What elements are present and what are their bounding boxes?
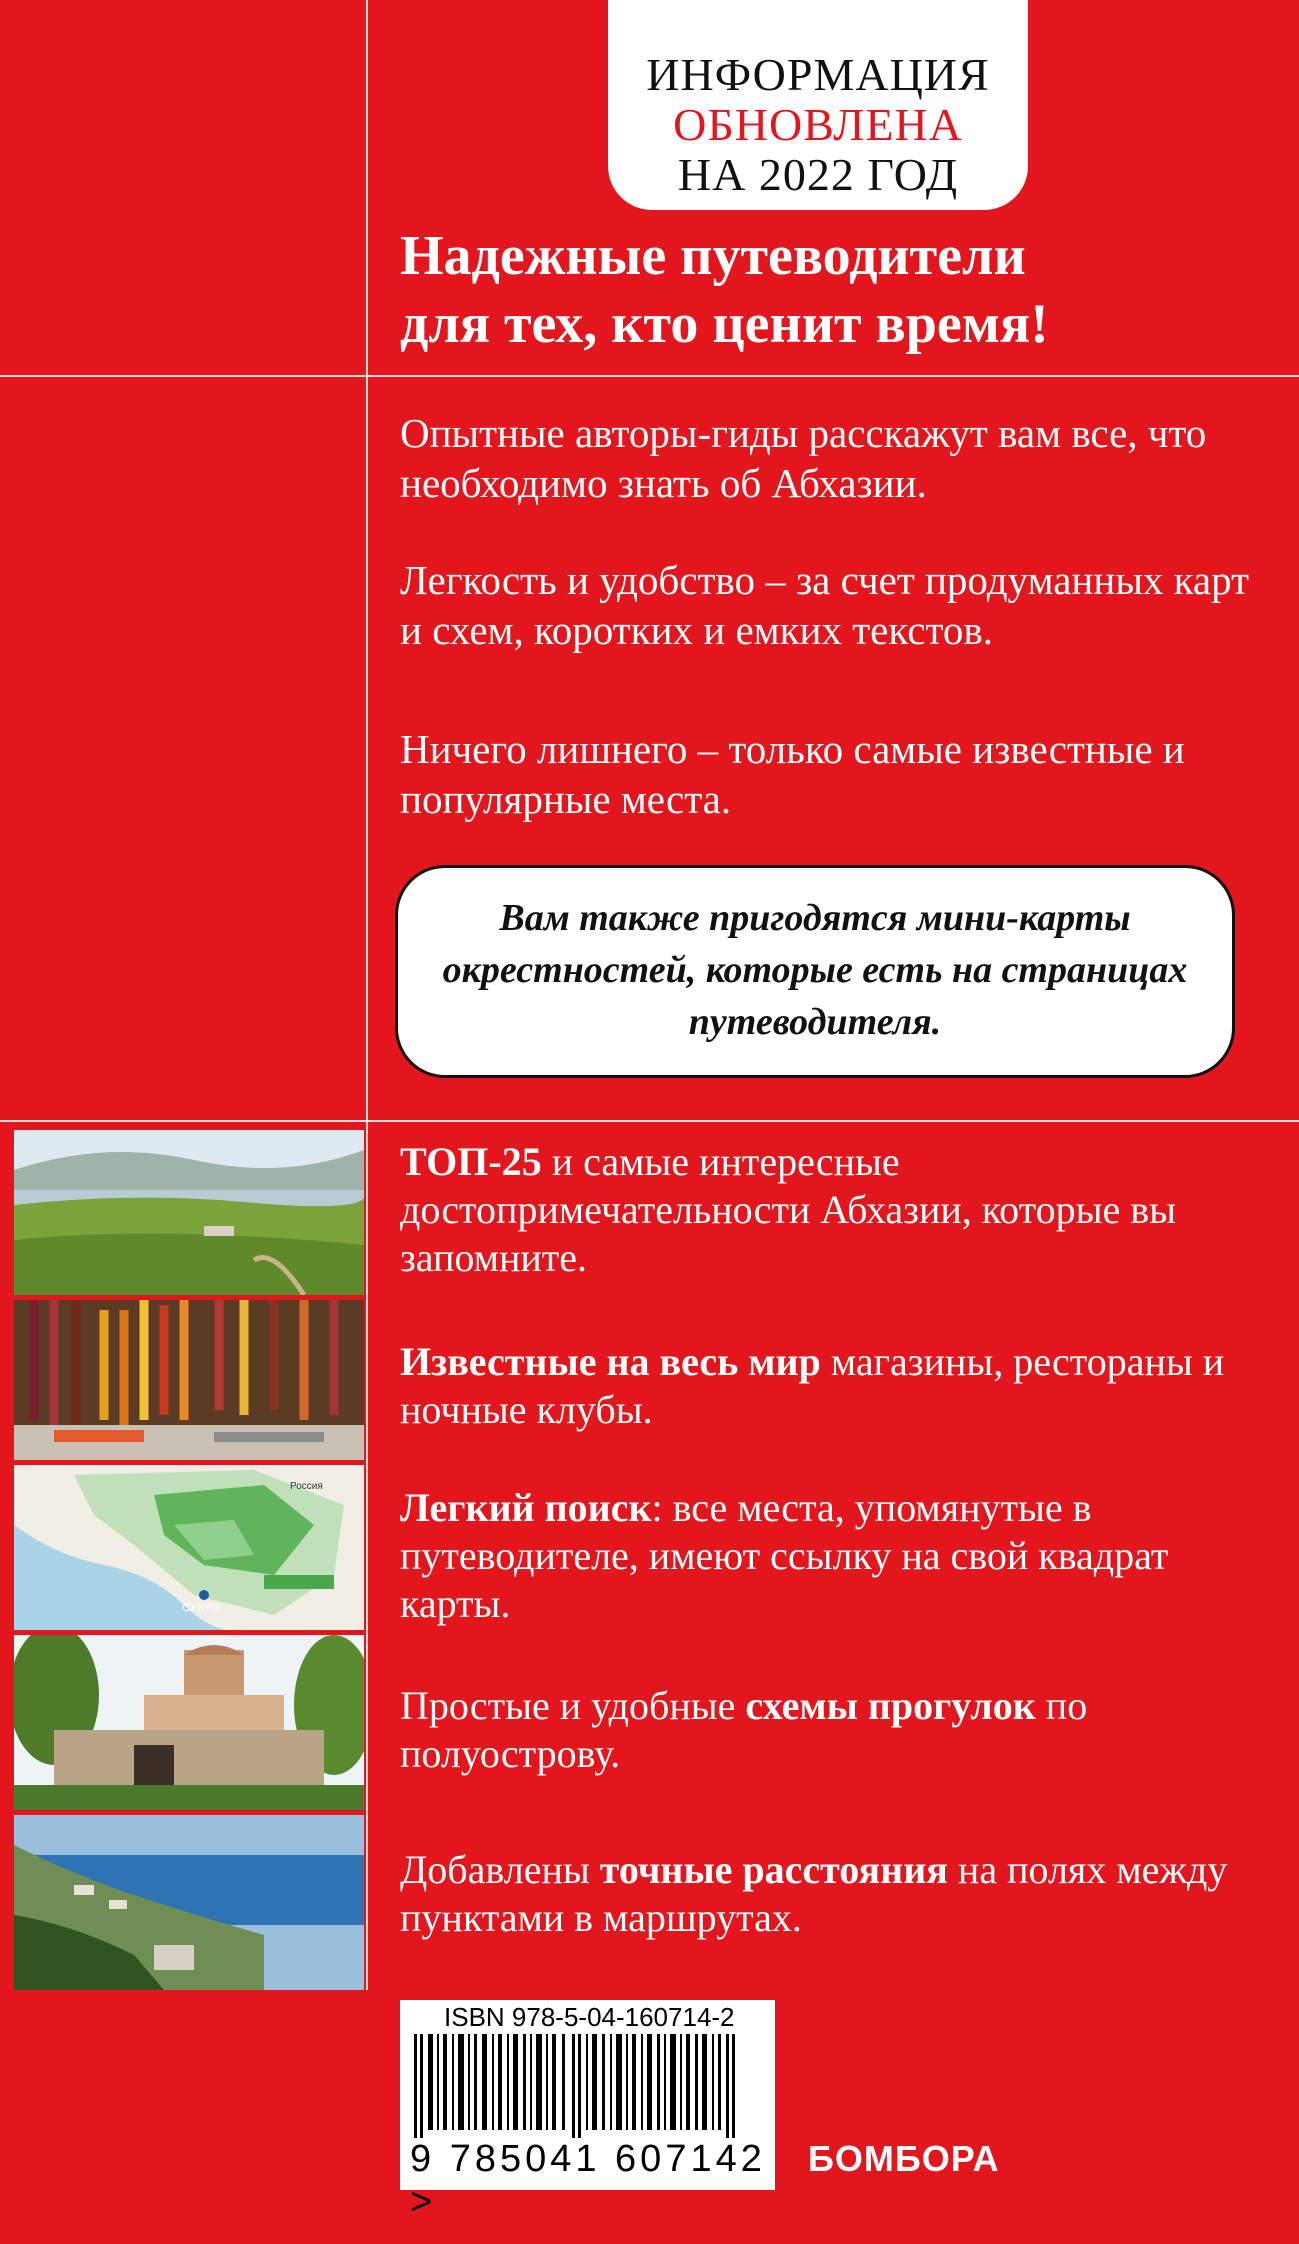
coastal-landscape-photo	[14, 1130, 364, 1295]
feature-walks	[400, 1682, 1280, 1778]
headline-line-2: для тех, кто ценит время!	[400, 293, 1049, 355]
feature-top25	[400, 1138, 1280, 1282]
feature-walks-pre: Простые и удобные	[400, 1683, 746, 1728]
barcode-bars	[412, 2034, 762, 2138]
feature-shops-bold: Известные на весь мир	[400, 1339, 821, 1384]
feature-distances-pre: Добавлены	[400, 1847, 600, 1892]
feature-distances-bold: точные расстояния	[599, 1847, 948, 1892]
horizontal-divider-top	[0, 375, 1299, 377]
paragraph-essentials: Ничего лишнего – только самые известные и популярные места.	[400, 726, 1185, 822]
badge-line-3: НА 2022 ГОД	[677, 149, 959, 200]
map-label-country: Россия	[290, 1481, 323, 1492]
feature-top25-bold: ТОП-25	[400, 1139, 542, 1184]
feature-search-text: : все места, упомянутые в путеводителе, имеют ссылку на свой квадрат карты.	[400, 1485, 1169, 1626]
feature-walks-bold: схемы прогулок	[745, 1683, 1036, 1728]
fortress-church-photo	[14, 1635, 364, 1810]
map-label-city: СУХУМ	[182, 1602, 221, 1614]
market-stall-photo	[14, 1300, 364, 1460]
headline-line-1: Надежные путеводители	[400, 225, 1026, 287]
feature-shops-text: магазины, рестораны и ночные клубы.	[400, 1339, 1225, 1432]
seaside-town-photo	[14, 1815, 364, 1990]
paragraph-authors: Опытные авторы-гиды расскажут вам все, что необходимо знать об Абхазии.	[400, 410, 1207, 506]
mini-maps-note: Вам также пригодятся мини-карты окрестностей, которые есть на страницах путеводителя.	[395, 865, 1235, 1078]
feature-search	[400, 1484, 1280, 1628]
feature-shops	[400, 1338, 1280, 1434]
feature-distances	[400, 1846, 1280, 1942]
headline	[400, 222, 1280, 358]
badge-line-2: ОБНОВЛЕНА	[673, 99, 963, 150]
feature-search-bold: Легкий поиск	[400, 1485, 652, 1530]
update-badge	[608, 0, 1028, 210]
badge-line-1: ИНФОРМАЦИЯ	[646, 49, 990, 100]
feature-top25-text: и самые интересные достопримечательности Абхазии, которые вы запомните.	[400, 1139, 1176, 1280]
horizontal-divider-features	[0, 1120, 1299, 1122]
paragraph-ease: Легкость и удобство – за счет продуманных карт и схем, коротких и емких текстов.	[400, 557, 1249, 653]
vertical-divider	[366, 0, 368, 1990]
map-thumbnail	[14, 1465, 364, 1630]
publisher-logo: БОМБОРА	[808, 2138, 1000, 2179]
feature-distances-text: на полях между пунктами в маршрутах.	[400, 1847, 1228, 1940]
isbn-text: ISBN 978-5-04-160714-2	[444, 2002, 735, 2032]
feature-walks-text: по полуострову.	[400, 1683, 1088, 1776]
barcode-panel	[400, 2000, 775, 2223]
barcode-digits: 9 785041 607142 >	[410, 2138, 766, 2223]
